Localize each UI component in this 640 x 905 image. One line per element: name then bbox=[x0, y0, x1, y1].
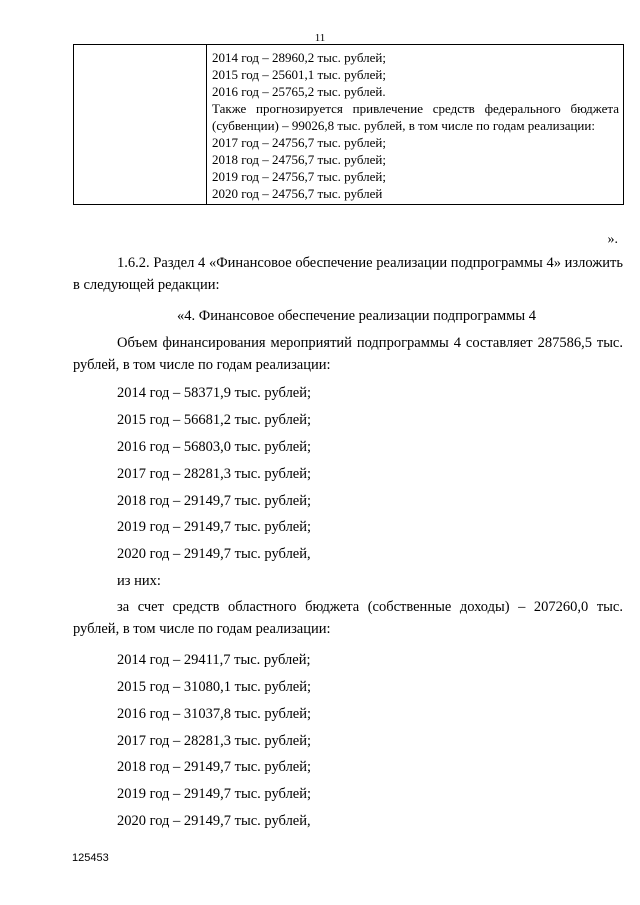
table-paragraph: Также прогнозируется привлечение средств федерального бюджета (субвенции) – 99026,8 тыс. рублей, в том числе по годам реализации: bbox=[212, 101, 619, 133]
table-line: 2015 год – 25601,1 тыс. рублей; bbox=[212, 67, 386, 82]
funding-table bbox=[73, 44, 624, 205]
regional-year-line: 2014 год – 29411,7 тыс. рублей; bbox=[117, 652, 311, 668]
total-year-line: 2018 год – 29149,7 тыс. рублей; bbox=[117, 493, 312, 509]
total-year-line: 2020 год – 29149,7 тыс. рублей, bbox=[117, 546, 311, 562]
table-right-cell bbox=[207, 45, 624, 205]
regional-year-line: 2016 год – 31037,8 тыс. рублей; bbox=[117, 706, 312, 722]
table-line: 2016 год – 25765,2 тыс. рублей. bbox=[212, 84, 386, 99]
total-year-line: 2015 год – 56681,2 тыс. рублей; bbox=[117, 412, 312, 428]
table-line: 2018 год – 24756,7 тыс. рублей; bbox=[212, 152, 386, 167]
table-line: 2019 год – 24756,7 тыс. рублей; bbox=[212, 169, 386, 184]
closing-quote: ». bbox=[607, 232, 618, 247]
total-year-line: 2017 год – 28281,3 тыс. рублей; bbox=[117, 466, 312, 482]
section-heading: «4. Финансовое обеспечение реализации подпрограммы 4 bbox=[177, 308, 536, 324]
section-intro: 1.6.2. Раздел 4 «Финансовое обеспечение реализации подпрограммы 4» изложить в следующей редакции: bbox=[73, 255, 623, 293]
total-year-line: 2016 год – 56803,0 тыс. рублей; bbox=[117, 439, 312, 455]
regional-budget: за счет средств областного бюджета (собственные доходы) – 207260,0 тыс. рублей, в том числе по годам реализации: bbox=[73, 599, 623, 637]
table-line: 2017 год – 24756,7 тыс. рублей; bbox=[212, 135, 386, 150]
of-which-label: из них: bbox=[117, 573, 161, 589]
document-id: 125453 bbox=[72, 852, 109, 864]
page-number: 11 bbox=[314, 32, 326, 44]
total-year-line: 2019 год – 29149,7 тыс. рублей; bbox=[117, 519, 312, 535]
regional-year-line: 2017 год – 28281,3 тыс. рублей; bbox=[117, 733, 312, 749]
table-left-cell bbox=[74, 45, 207, 205]
regional-year-line: 2018 год – 29149,7 тыс. рублей; bbox=[117, 759, 312, 775]
funding-total: Объем финансирования мероприятий подпрограммы 4 составляет 287586,5 тыс. рублей, в том числе по годам реализации: bbox=[73, 335, 623, 373]
regional-year-line: 2020 год – 29149,7 тыс. рублей, bbox=[117, 813, 311, 829]
regional-year-line: 2015 год – 31080,1 тыс. рублей; bbox=[117, 679, 312, 695]
regional-year-line: 2019 год – 29149,7 тыс. рублей; bbox=[117, 786, 312, 802]
table-line: 2014 год – 28960,2 тыс. рублей; bbox=[212, 50, 386, 65]
table-line: 2020 год – 24756,7 тыс. рублей bbox=[212, 186, 383, 201]
total-year-line: 2014 год – 58371,9 тыс. рублей; bbox=[117, 385, 312, 401]
